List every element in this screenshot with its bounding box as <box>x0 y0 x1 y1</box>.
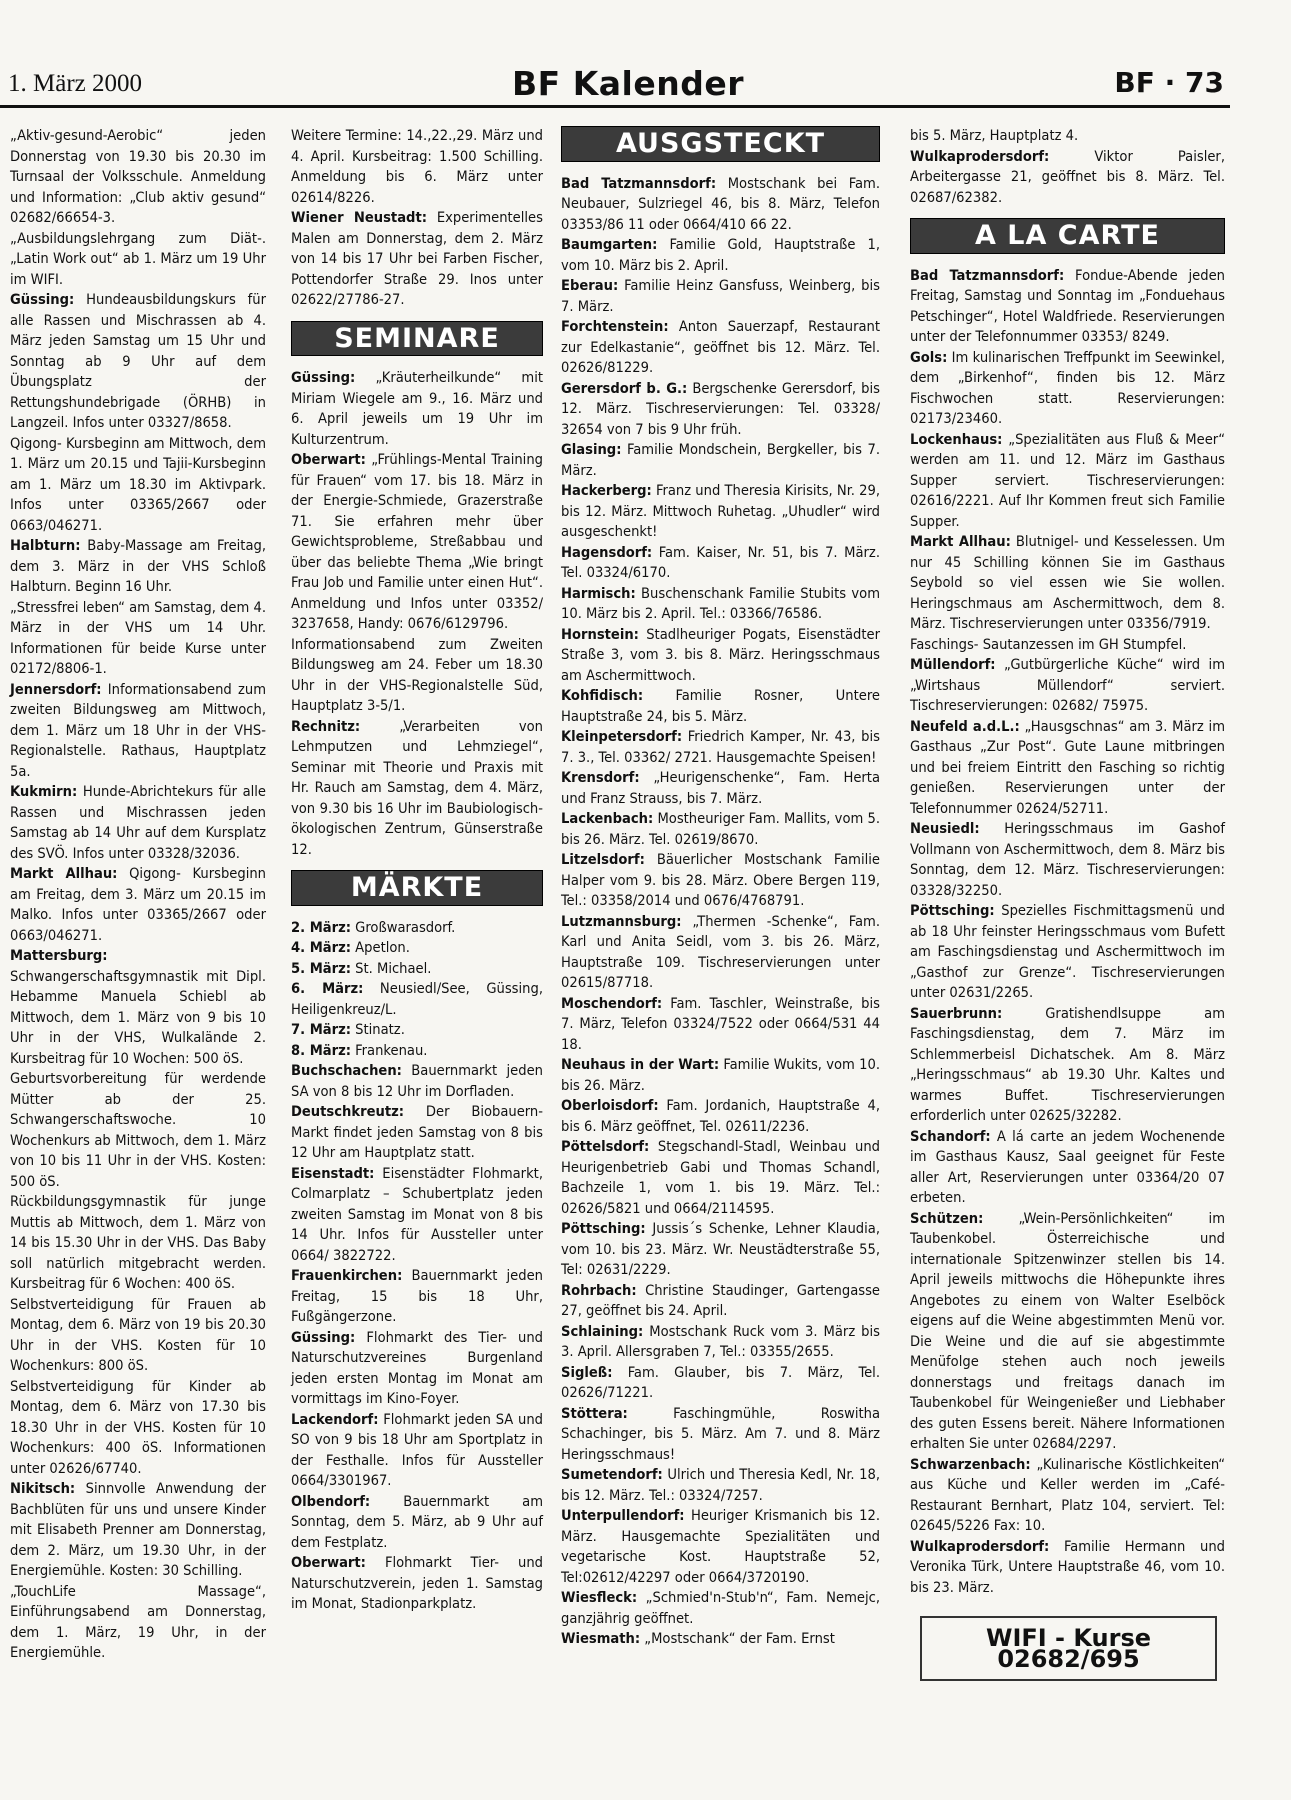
entry: Selbstverteidigung für Kinder ab Montag, dem 6. März von 17.30 bis 18.30 Uhr in der VHS. Kosten für 10 Wochenkurs: 400 öS. Informationen unter 02626/67740. <box>10 1377 266 1477</box>
entry: Lackendorf: Flohmarkt jeden SA und SO von 9 bis 18 Uhr am Sportplatz in der Festhalle. Infos für Aussteller 0664/3301967. <box>291 1410 543 1489</box>
list-item: Moschendorf: Fam. Taschler, Weinstraße, bis 7. März, Telefon 03324/7522 oder 0664/531 44 18. <box>561 994 880 1053</box>
entry: Frauenkirchen: Bauernmarkt jeden Freitag, 15 bis 18 Uhr, Fußgängerzone. <box>291 1267 543 1325</box>
entry: Selbstverteidigung für Frauen ab Montag, dem 6. März von 19 bis 20.30 Uhr in der VHS. Kosten für 10 Wochenkurs: 800 öS. <box>10 1295 266 1374</box>
page-number: BF · 73 <box>1114 66 1224 99</box>
entry: „TouchLife Massage“, Einführungsabend am Donnerstag, dem 1. März, 19 Uhr, in der Energiemühle. <box>10 1582 266 1661</box>
column-4 <box>910 126 1225 1681</box>
entry: „Stressfrei leben“ am Samstag, dem 4. März in der VHS um 14 Uhr. Informationen für beide Kurse unter 02172/8806-1. <box>10 598 266 677</box>
entry: bis 5. März, Hauptplatz 4. <box>910 127 1079 144</box>
list-item: Pöttelsdorf: Stegschandl-Stadl, Weinbau und Heurigenbetrieb Gabi und Thomas Schandl, Bachzeile 1, vom 1. bis 19. März. Tel.: 02626/5821 und 0664/2114595. <box>561 1138 880 1217</box>
entry: Rechnitz: „Verarbeiten von Lehmputzen und Lehmziegel“, Seminar mit Theorie und Praxis mit Hr. Rauch am Samstag, dem 4. März, von 9.30 bis 16 Uhr im Baubiologisch-ökologischen Zentrum, Günserstraße 12. <box>291 717 543 858</box>
section-name: Kalender <box>572 64 745 103</box>
issue-date: 1. März 2000 <box>8 70 142 97</box>
entry: Güssing: Flohmarkt des Tier- und Naturschutzvereines Burgenland jeden ersten Montag im Monat am vormittags im Kino-Foyer. <box>291 1328 543 1407</box>
list-item: Oberloisdorf: Fam. Jordanich, Hauptstraße 4, bis 6. März geöffnet, Tel. 02611/2236. <box>561 1097 880 1135</box>
list-item: Wulkaprodersdorf: Familie Hermann und Veronika Türk, Untere Hauptstraße 46, vom 10. bis 23. März. <box>910 1537 1225 1596</box>
list-item: Müllendorf: „Gutbürgerliche Küche“ wird im „Wirtshaus Müllendorf“ serviert. Tischreservierungen: 02682/ 75975. <box>910 656 1225 714</box>
list-item: Sumetendorf: Ulrich und Theresia Kedl, Nr. 18, bis 12. März. Tel.: 03324/7257. <box>561 1466 880 1504</box>
entry: Wiener Neustadt: Experimentelles Malen am Donnerstag, dem 2. März von 14 bis 17 Uhr bei Farben Fischer, Pottendorfer Straße 29. Inos unter 02622/27786-27. <box>291 209 543 308</box>
list-item: Gols: Im kulinarischen Treffpunkt im Seewinkel, dem „Birkenhof“, finden bis 12. März Fischwochen statt. Reservierungen: 02173/23460. <box>910 348 1225 427</box>
list-item: Bad Tatzmannsdorf: Mostschank bei Fam. Neubauer, Sulzriegel 46, bis 8. März, Telefon 03353/86 11 oder 0664/410 66 22. <box>561 174 880 233</box>
list-item: Wiesfleck: „Schmied'n-Stub'n“, Fam. Nemejc, ganzjährig geöffnet. <box>561 1589 880 1627</box>
list-item: Schützen: „Wein-Persönlichkeiten“ im Taubenkobel. Österreichische und internationale Spitzenwinzer stellen bis 14. April jeweils mittwochs die Höhepunkte ihres Angebotes zu einem von Walter Eselböck eigens auf die Weine abgestimmten Menü vor. Die Weine und die auf sie abgestimmte Menüfolge stehen auch noch jeweils donnerstags und freitags danach im Taubenkobel für Weingenießer und Liebhaber des guten Essens bereit. Nähere Informationen erhalten Sie unter 02684/2297. <box>910 1209 1225 1452</box>
entry: Kukmirn: Hunde-Abrichtekurs für alle Rassen und Mischrassen jeden Samstag ab 14 Uhr auf dem Kursplatz des SVÖ. Infos unter 03328/32036. <box>10 783 266 862</box>
list-item: Gerersdorf b. G.: Bergschenke Gerersdorf, bis 12. März. Tischreservierungen: Tel. 03328/ 32654 von 7 bis 9 Uhr früh. <box>561 379 880 438</box>
entry: 6. März: Neusiedl/See, Güssing, Heiligenkreuz/L. <box>291 980 543 1018</box>
list-item: Lackenbach: Mostheuriger Fam. Mallits, vom 5. bis 26. März. Tel. 02619/8670. <box>561 810 880 848</box>
list-item: Sauerbrunn: Gratishendlsuppe am Faschingsdienstag, dem 7. März im Schlemmerbeisl Dichatschek. Am 8. März „Heringsschmaus“ ab 19.30 Uhr. Kaltes und warmes Buffet. Tischreservierungen erforderlich unter 02625/32282. <box>910 1004 1225 1124</box>
list-item: Pöttsching: Spezielles Fischmittagsmenü und ab 18 Uhr feinster Heringsschmaus vom Bufett am Faschingsdienstag und Aschermittwoch im „Gasthof zur Grenze“. Tischreservierungen unter 02631/2265. <box>910 902 1225 1001</box>
column-2 <box>291 126 543 1615</box>
entry: Deutschkreutz: Der Biobauern-Markt findet jeden Samstag von 8 bis 12 Uhr am Hauptplatz statt. <box>291 1103 543 1161</box>
entry: 4. März: Apetlon. <box>291 939 410 956</box>
list-item: Hornstein: Stadlheuriger Pogats, Eisenstädter Straße 3, vom 3. bis 8. März. Heringsschmaus am Aschermittwoch. <box>561 625 880 684</box>
entry: Mattersburg: Schwangerschaftsgymnastik mit Dipl. Hebamme Manuela Schiebl ab Mittwoch, dem 1. März von 9 bis 10 Uhr in der VHS, Wulkalände 2. Kursbeitrag für 10 Wochen: 500 öS. <box>10 947 266 1067</box>
list-item: Hackerberg: Franz und Theresia Kirisits, Nr. 29, bis 12. März. Mittwoch Ruhetag. „Uhudler“ wird ausgeschenkt! <box>561 482 880 540</box>
entry: „Ausbildungslehrgang zum Diät-. „Latin Work out“ ab 1. März um 19 Uhr im WIFI. <box>10 229 266 288</box>
wifi-ad: WIFI - Kurse 02682/695 <box>920 1616 1217 1681</box>
list-item: Eberau: Familie Heinz Gansfuss, Weinberg, bis 7. März. <box>561 277 880 315</box>
entry: „Aktiv-gesund-Aerobic“ jeden Donnerstag von 19.30 bis 20.30 im Turnsaal der Volksschule. Anmeldung und Information: „Club aktiv gesund“ 02682/66654-3. <box>10 127 266 226</box>
list-item: Glasing: Familie Mondschein, Bergkeller, bis 7. März. <box>561 441 880 479</box>
entry: 5. März: St. Michael. <box>291 959 432 977</box>
list-item: Harmisch: Buschenschank Familie Stubits vom 10. März bis 2. April. Tel.: 03366/76586. <box>561 584 880 622</box>
entry: Qigong- Kursbeginn am Mittwoch, dem 1. März um 20.15 und Tajii-Kursbeginn am 1. März um 18.30 im Aktivpark. Infos unter 03365/2667 oder 0663/046271. <box>10 434 266 534</box>
ausgsteckt-heading: AUSGSTECKT <box>561 126 880 162</box>
list-item: Bad Tatzmannsdorf: Fondue-Abende jeden Freitag, Samstag und Sonntag im „Fonduehaus Petschinger“, Hotel Waldfriede. Reservierungen unter der Telefonnummer 03353/ 8249. <box>910 266 1225 345</box>
column-1 <box>10 126 266 1664</box>
list-item: Pöttsching: Jussis´s Schenke, Lehner Klaudia, vom 10. bis 23. März. Wr. Neustädterstraße 55, Tel: 02631/2229. <box>561 1220 880 1278</box>
list-item: Baumgarten: Familie Gold, Hauptstraße 1, vom 10. März bis 2. April. <box>561 236 880 274</box>
page-header <box>0 60 1230 108</box>
entry: Rückbildungsgymnastik für junge Muttis ab Mittwoch, dem 1. März von 14 bis 15.30 Uhr in der VHS. Das Baby soll natürlich mitgebracht werden. Kursbeitrag für 6 Wochen: 400 öS. <box>10 1193 266 1292</box>
entry: 2. März: Großwarasdorf. <box>291 918 456 936</box>
entry: Eisenstadt: Eisenstädter Flohmarkt, Colmarplatz – Schubertplatz jeden zweiten Samstag im Monat von 8 bis 14 Uhr. Infos für Aussteller unter 0664/ 3822722. <box>291 1164 543 1264</box>
entry: Geburtsvorbereitung für werdende Mütter ab der 25. Schwangerschaftswoche. 10 Wochenkurs ab Mittwoch, dem 1. März von 10 bis 11 Uhr in der VHS. Kosten: 500 öS. <box>10 1070 266 1190</box>
entry: 7. März: Stinatz. <box>291 1021 405 1038</box>
entry: Buchschachen: Bauernmarkt jeden SA von 8 bis 12 Uhr im Dorfladen. <box>291 1062 543 1100</box>
list-item: Sigleß: Fam. Glauber, bis 7. März, Tel. 02626/71221. <box>561 1363 880 1401</box>
entry: Güssing: Hundeausbildungskurs für alle Rassen und Mischrassen ab 4. März jeden Samstag um 15 Uhr und Sonntag ab 9 Uhr auf dem Übungsplatz der Rettungshundebrigade (ÖRHB) in Langzeil. Infos unter 03327/8658. <box>10 291 266 431</box>
section-title <box>512 64 744 103</box>
list-item: Hagensdorf: Fam. Kaiser, Nr. 51, bis 7. März. Tel. 03324/6170. <box>561 543 880 581</box>
list-item: Kohfidisch: Familie Rosner, Untere Hauptstraße 24, bis 5. März. <box>561 687 880 725</box>
list-item: Litzelsdorf: Bäuerlicher Mostschank Familie Halper vom 9. bis 28. März. Obere Bergen 119, Tel.: 03358/2014 und 0676/4768791. <box>561 851 880 909</box>
entry: Oberwart: Flohmarkt Tier- und Naturschutzverein, jeden 1. Samstag im Monat, Stadionparkplatz. <box>291 1554 543 1612</box>
ausgsteckt-list <box>561 174 880 1650</box>
column-3 <box>561 126 880 1650</box>
a-la-carte-heading: A LA CARTE <box>910 218 1225 254</box>
list-item: Faschings- Sautanzessen im GH Stumpfel. <box>910 635 1187 653</box>
entry: 8. März: Frankenau. <box>291 1041 428 1059</box>
seminare-heading: SEMINARE <box>291 321 543 357</box>
entry: Nikitsch: Sinnvolle Anwendung der Bachblüten für uns und unsere Kinder mit Elisabeth Prenner am Donnerstag, dem 2. März, um 19.30 Uhr, in der Energiemühle. Kosten: 30 Schilling. <box>10 1480 266 1579</box>
entry: Weitere Termine: 14.,22.,29. März und 4. April. Kursbeitrag: 1.500 Schilling. Anmeldung bis 6. März unter 02614/8226. <box>291 127 543 206</box>
list-item: Kleinpetersdorf: Friedrich Kamper, Nr. 43, bis 7. 3., Tel. 03362/ 2721. Hausgemachte Speisen! <box>561 728 880 766</box>
entry: Güssing: „Kräuterheilkunde“ mit Miriam Wiegele am 9., 16. März und 6. April jeweils um 19 Uhr im Kulturzentrum. <box>291 369 543 448</box>
entry: Markt Allhau: Qigong- Kursbeginn am Freitag, dem 3. März um 20.15 im Malko. Infos unter 03365/2667 oder 0663/046271. <box>10 865 266 944</box>
entry: Oberwart: „Frühlings-Mental Training für Frauen“ vom 17. bis 18. März in der Energie-Schmiede, Grazerstraße 71. Sie erfahren mehr über Gewichtsprobleme, Streßabbau und über das beliebte Thema „Wie bringt Frau Job und Familie unter einen Hut“. Anmeldung und Infos unter 03352/ 3237658, Handy: 0676/6129796. <box>291 451 543 632</box>
list-item: Neufeld a.d.L.: „Hausgschnas“ am 3. März im Gasthaus „Zur Post“. Gute Laune mitbringen und bei freiem Eintritt den Fasching so richtig genießen. Reservierungen unter der Telefonnummer 02624/52711. <box>910 717 1225 817</box>
list-item: Lutzmannsburg: „Thermen -Schenke“, Fam. Karl und Anita Seidl, vom 3. bis 26. März, Hauptstraße 109. Tischreservierungen unter 02615/87718. <box>561 912 880 991</box>
entry: Olbendorf: Bauernmarkt am Sonntag, dem 5. März, ab 9 Uhr auf dem Festplatz. <box>291 1492 543 1551</box>
brand-logo: BF <box>512 64 561 103</box>
list-item: Schwarzenbach: „Kulinarische Köstlichkeiten“ aus Küche und Keller werden im „Café-Restaurant Bernhart, Platz 104, serviert. Tel: 02645/5226 Fax: 10. <box>910 1455 1225 1534</box>
list-item: Schlaining: Mostschank Ruck vom 3. März bis 3. April. Allersgraben 7, Tel.: 03355/2655. <box>561 1322 880 1360</box>
a-la-carte-list <box>910 266 1225 1599</box>
entry: Jennersdorf: Informationsabend zum zweiten Bildungsweg am Mittwoch, dem 1. März um 18 Uhr in der VHS-Regionalstelle. Rathaus, Hauptplatz 5a. <box>10 680 266 780</box>
list-item: Rohrbach: Christine Staudinger, Gartengasse 27, geöffnet bis 24. April. <box>561 1281 880 1319</box>
list-item: Schandorf: A lá carte an jedem Wochenende im Gasthaus Kausz, Saal geeignet für Feste aller Art, Reservierungen unter 03364/20 07 erbeten. <box>910 1127 1225 1206</box>
list-item: Neuhaus in der Wart: Familie Wukits, vom 10. bis 26. März. <box>561 1056 881 1094</box>
list-item: Stöttera: Faschingmühle, Roswitha Schachinger, bis 5. März. Am 7. und 8. März Heringsschmaus! <box>561 1404 880 1463</box>
list-item: Neusiedl: Heringsschmaus im Gashof Vollmann von Aschermittwoch, dem 8. März bis Sonntag, dem 12. März. Tischreservierungen: 03328/32250. <box>910 820 1225 899</box>
entry: Informationsabend zum Zweiten Bildungsweg am 24. Feber um 18.30 Uhr in der VHS-Regionalstelle Süd, Hauptplatz 3-5/1. <box>291 635 543 714</box>
entry: Wulkaprodersdorf: Viktor Paisler, Arbeitergasse 21, geöffnet bis 8. März. Tel. 02687/62382. <box>910 147 1225 206</box>
list-item: Lockenhaus: „Spezialitäten aus Fluß & Meer“ werden am 11. und 12. März im Gasthaus Supper serviert. Tischreservierungen: 02616/2221. Auf Ihr Kommen freut sich Familie Supper. <box>910 430 1225 530</box>
entry: Halbturn: Baby-Massage am Freitag, dem 3. März in der VHS Schloß Halbturn. Beginn 16 Uhr. <box>10 537 266 595</box>
list-item: Unterpullendorf: Heuriger Krismanich bis 12. März. Hausgemachte Spezialitäten und vegetarische Kost. Hauptstraße 52, Tel:02612/42297 oder 0664/3720190. <box>561 1507 880 1586</box>
list-item: Forchtenstein: Anton Sauerzapf, Restaurant zur Edelkastanie“, geöffnet bis 12. März. Tel. 02626/81229. <box>561 318 880 376</box>
list-item: Markt Allhau: Blutnigel- und Kesselessen. Um nur 45 Schilling können Sie im Gasthaus Seybold so viel essen wie Sie wollen. Heringschmaus am Aschermittwoch, dem 8. März. Tischreservierungen unter 03356/7919. <box>910 533 1225 632</box>
list-item: Wiesmath: „Mostschank“ der Fam. Ernst <box>561 1630 835 1647</box>
list-item: Krensdorf: „Heurigenschenke“, Fam. Herta und Franz Strauss, bis 7. März. <box>561 769 880 807</box>
maerkte-heading: MÄRKTE <box>291 870 543 906</box>
